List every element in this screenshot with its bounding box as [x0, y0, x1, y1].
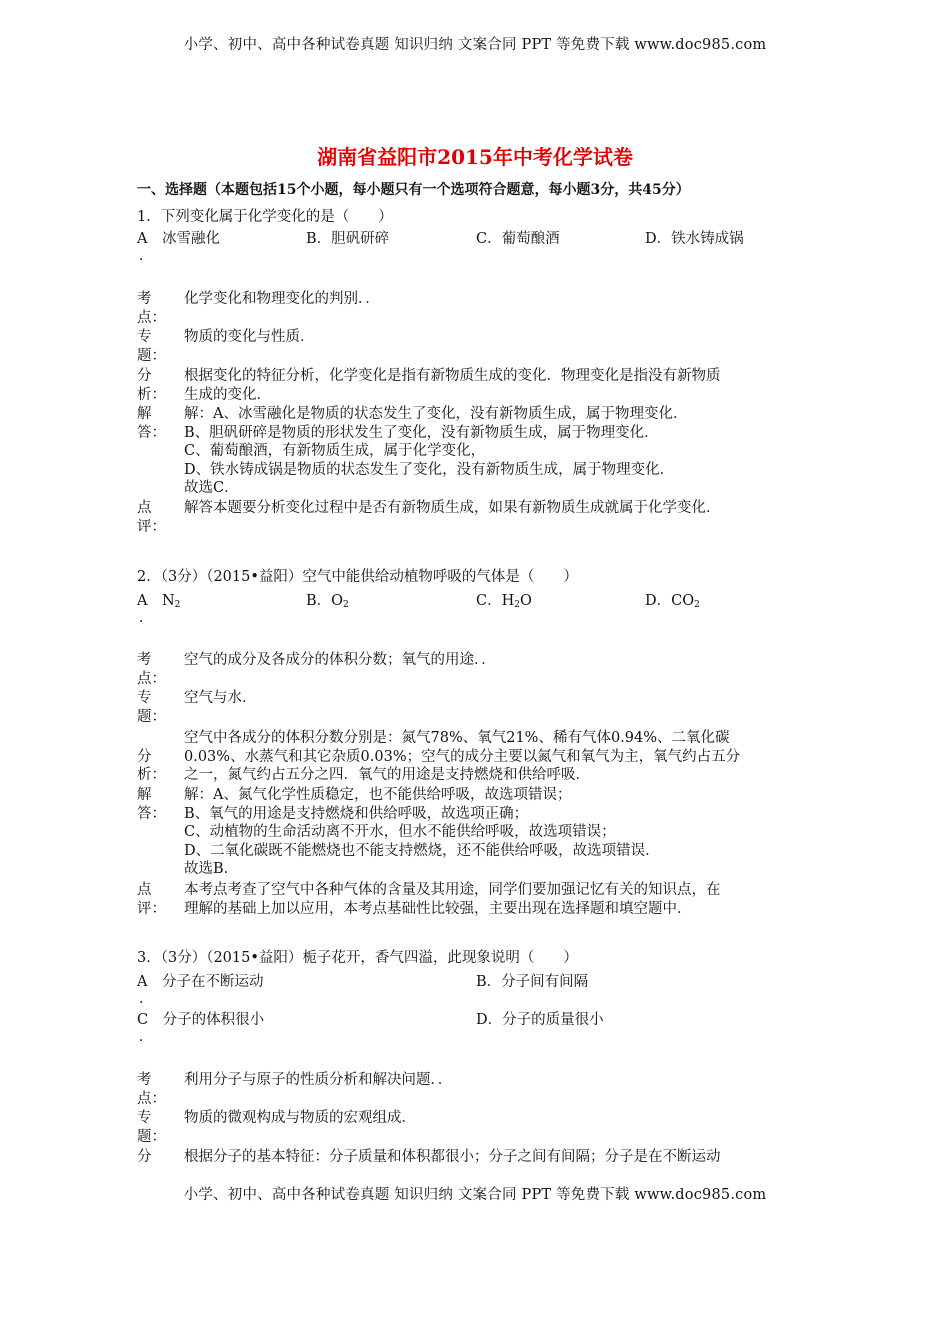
q1-option-b: B．胆矾研碎: [306, 231, 390, 247]
q2-option-d: D．$CO_2$: [645, 593, 700, 610]
question-3-stem: 3．（3分）（2015•益阳）栀子花开，香气四溢，此现象说明（ ）: [137, 950, 578, 966]
question-1-stem: 1．下列变化属于化学变化的是（ ）: [137, 209, 393, 225]
q1-option-d: D．铁水铸成锅: [645, 231, 744, 247]
q2-option-dot: ．: [139, 610, 153, 626]
q2-option-c: C．$H_2O$: [476, 593, 532, 610]
q1-option-a: A 冰雪融化: [137, 231, 220, 247]
q2-option-b: B．$O_2$: [306, 593, 349, 610]
q3-option-a: A 分子在不断运动: [137, 974, 264, 990]
page-title: 湖南省益阳市2015年中考化学试卷: [317, 145, 633, 169]
q3-option-dot-2: ．: [139, 1029, 153, 1045]
q3-option-d: D．分子的质量很小: [476, 1012, 604, 1028]
section-heading: 一、选择题（本题包括15个小题，每小题只有一个选项符合题意，每小题3分，共45分）: [137, 182, 690, 198]
q1-option-dot: ．: [139, 248, 153, 264]
q1-option-c: C．葡萄酿酒: [476, 231, 560, 247]
page-header: 小学、初中、高中各种试卷真题 知识归纳 文案合同 PPT 等免费下载 www.doc985.com: [183, 37, 767, 53]
page-footer: 小学、初中、高中各种试卷真题 知识归纳 文案合同 PPT 等免费下载 www.doc985.com: [183, 1187, 767, 1203]
q2-option-a: A $N_2$: [137, 593, 181, 610]
q3-option-b: B．分子间有间隔: [476, 974, 589, 990]
q3-option-c: C 分子的体积很小: [137, 1012, 265, 1028]
question-2-stem: 2．（3分）（2015•益阳）空气中能供给动植物呼吸的气体是（ ）: [137, 569, 578, 585]
q3-option-dot-1: ．: [139, 991, 153, 1007]
